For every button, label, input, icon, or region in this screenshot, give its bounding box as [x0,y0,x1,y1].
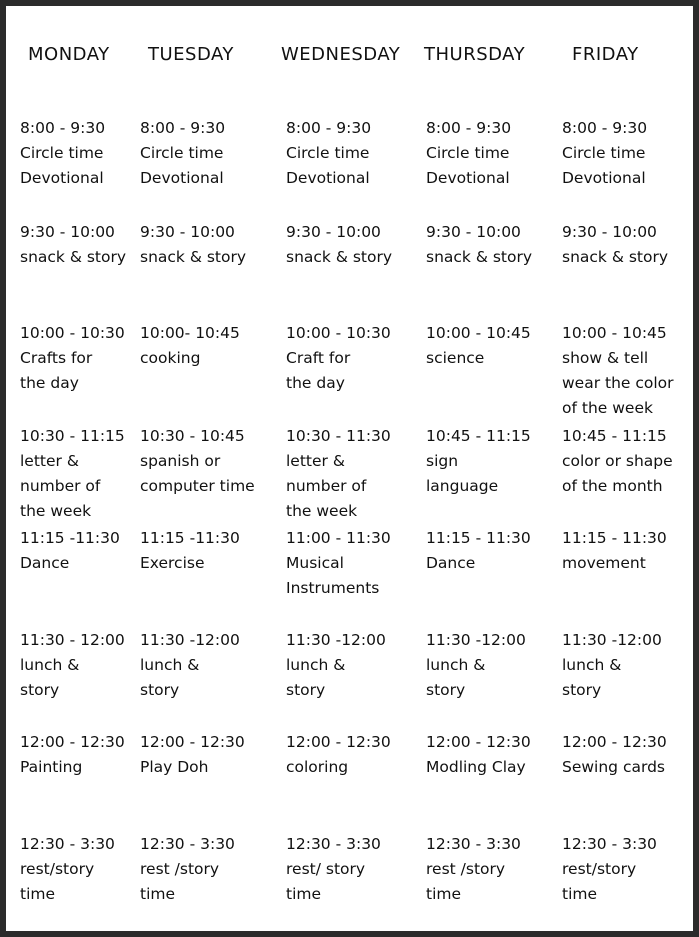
activity-text: snack & story [20,248,127,266]
time-range: 8:00 - 9:30 [286,119,372,137]
schedule-cell [140,832,235,907]
header-tuesday: TUESDAY [148,44,234,65]
activity-text: Crafts for [20,349,93,367]
time-range: 11:15 -11:30 [140,529,240,547]
activity-text: number of [20,477,101,495]
activity-text: the day [286,374,345,392]
activity-text: snack & story [286,248,393,266]
time-range: 9:30 - 10:00 [562,223,657,241]
activity-text: time [20,885,56,903]
schedule-cell [562,220,668,270]
schedule-cell [286,424,391,524]
time-range: 12:30 - 3:30 [20,835,115,853]
time-range: 11:30 - 12:00 [20,631,125,649]
activity-text: sign [426,452,459,470]
time-range: 10:00 - 10:45 [562,324,667,342]
time-range: 11:15 - 11:30 [426,529,531,547]
schedule-cell [426,730,531,780]
activity-text: of the week [562,399,653,417]
time-range: 10:45 - 11:15 [426,427,531,445]
activity-text: lunch & [426,656,486,674]
time-range: 9:30 - 10:00 [426,223,521,241]
header-wednesday: WEDNESDAY [281,44,401,65]
activity-text: snack & story [562,248,669,266]
activity-text: Painting [20,758,83,776]
schedule-cell [140,220,246,270]
schedule-cell [140,321,240,371]
header-thursday: THURSDAY [424,44,526,65]
activity-text: language [426,477,499,495]
activity-text: Devotional [426,169,510,187]
header-monday: MONDAY [28,44,110,65]
schedule-cell [426,526,531,576]
schedule-cell [562,526,667,576]
schedule-page [6,6,693,931]
schedule-cell [562,424,673,499]
activity-text: Play Doh [140,758,209,776]
activity-text: Instruments [286,579,380,597]
header-friday: FRIDAY [572,44,639,65]
schedule-cell [426,424,531,499]
time-range: 11:30 -12:00 [426,631,526,649]
schedule-cell [426,628,526,703]
time-range: 12:00 - 12:30 [562,733,667,751]
time-range: 11:30 -12:00 [562,631,662,649]
time-range: 8:00 - 9:30 [562,119,648,137]
activity-text: movement [562,554,646,572]
activity-text: lunch & [140,656,200,674]
schedule-cell [140,526,240,576]
activity-text: time [426,885,462,903]
activity-text: color or shape [562,452,673,470]
time-range: 10:30 - 11:15 [20,427,125,445]
activity-text: Circle time [20,144,104,162]
activity-text: Craft for [286,349,351,367]
schedule-cell [140,424,255,499]
activity-text: story [140,681,180,699]
activity-text: spanish or [140,452,221,470]
time-range: 12:00 - 12:30 [426,733,531,751]
schedule-cell [20,424,125,524]
time-range: 12:00 - 12:30 [140,733,245,751]
time-range: 12:30 - 3:30 [140,835,235,853]
time-range: 10:30 - 10:45 [140,427,245,445]
time-range: 11:00 - 11:30 [286,529,391,547]
schedule-cell [20,116,105,191]
schedule-cell [562,116,647,191]
activity-text: of the month [562,477,663,495]
schedule-cell [286,628,386,703]
schedule-cell [286,116,371,191]
activity-text: Dance [426,554,476,572]
activity-text: Devotional [140,169,224,187]
time-range: 12:30 - 3:30 [562,835,657,853]
schedule-cell [286,832,381,907]
time-range: 8:00 - 9:30 [20,119,106,137]
activity-text: rest/story [20,860,95,878]
activity-text: Circle time [426,144,510,162]
activity-text: the day [20,374,79,392]
time-range: 10:00- 10:45 [140,324,240,342]
activity-text: Musical [286,554,344,572]
time-range: 10:30 - 11:30 [286,427,391,445]
activity-text: Devotional [286,169,370,187]
activity-text: lunch & [286,656,346,674]
activity-text: rest/story [562,860,637,878]
schedule-cell [562,832,657,907]
activity-text: Exercise [140,554,205,572]
schedule-cell [20,628,125,703]
time-range: 9:30 - 10:00 [20,223,115,241]
time-range: 8:00 - 9:30 [140,119,226,137]
schedule-cell [426,116,511,191]
schedule-cell [140,628,240,703]
activity-text: show & tell [562,349,649,367]
activity-text: story [562,681,602,699]
schedule-cell [562,730,667,780]
activity-text: lunch & [20,656,80,674]
schedule-cell [286,321,391,396]
schedule-cell [562,321,674,421]
schedule-cell [286,730,391,780]
activity-text: coloring [286,758,349,776]
time-range: 11:30 -12:00 [140,631,240,649]
activity-text: Circle time [562,144,646,162]
schedule-cell [426,220,532,270]
schedule-cell [20,832,115,907]
activity-text: time [562,885,598,903]
time-range: 10:45 - 11:15 [562,427,667,445]
activity-text: Devotional [562,169,646,187]
activity-text: Devotional [20,169,104,187]
activity-text: science [426,349,485,367]
schedule-cell [140,116,225,191]
activity-text: letter & [20,452,79,470]
activity-text: computer time [140,477,255,495]
activity-text: Circle time [140,144,224,162]
schedule-cell [426,832,521,907]
activity-text: story [20,681,60,699]
activity-text: Circle time [286,144,370,162]
activity-text: snack & story [426,248,533,266]
activity-text: lunch & [562,656,622,674]
time-range: 9:30 - 10:00 [286,223,381,241]
time-range: 11:15 -11:30 [20,529,120,547]
activity-text: number of [286,477,367,495]
schedule-cell [20,730,125,780]
activity-text: Sewing cards [562,758,665,776]
schedule-cell [286,220,392,270]
schedule-cell [562,628,662,703]
activity-text: time [286,885,322,903]
time-range: 11:30 -12:00 [286,631,386,649]
activity-text: the week [20,502,92,520]
schedule-cell [286,526,391,601]
activity-text: wear the color [562,374,674,392]
time-range: 8:00 - 9:30 [426,119,512,137]
time-range: 12:00 - 12:30 [20,733,125,751]
schedule-cell [20,526,120,576]
time-range: 10:00 - 10:45 [426,324,531,342]
activity-text: the week [286,502,358,520]
time-range: 12:30 - 3:30 [426,835,521,853]
schedule-cell [426,321,531,371]
activity-text: rest /story [426,860,506,878]
activity-text: snack & story [140,248,247,266]
time-range: 9:30 - 10:00 [140,223,235,241]
activity-text: rest/ story [286,860,366,878]
time-range: 12:00 - 12:30 [286,733,391,751]
activity-text: story [426,681,466,699]
activity-text: cooking [140,349,201,367]
time-range: 12:30 - 3:30 [286,835,381,853]
activity-text: story [286,681,326,699]
activity-text: rest /story [140,860,220,878]
activity-text: Dance [20,554,70,572]
activity-text: letter & [286,452,345,470]
time-range: 10:00 - 10:30 [286,324,391,342]
schedule-cell [140,730,245,780]
schedule-cell [20,220,126,270]
schedule-cell [20,321,125,396]
time-range: 11:15 - 11:30 [562,529,667,547]
activity-text: time [140,885,176,903]
activity-text: Modling Clay [426,758,526,776]
time-range: 10:00 - 10:30 [20,324,125,342]
